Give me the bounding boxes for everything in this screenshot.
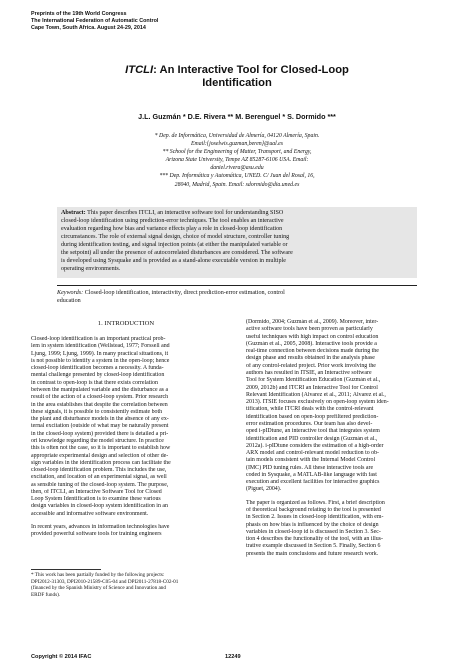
body-line: lem in system identification (Wellstead, 1977; Forssell and (31, 343, 170, 350)
preprint-line: The International Federation of Automatic Control (31, 18, 159, 24)
abstract-line: the setpoint) all under the presence of autocorrelated disturbances are considered. The software (61, 250, 293, 257)
page-number: 12249 (225, 654, 241, 660)
body-line: ternal excitation (outside of what may be naturally present (31, 423, 169, 430)
body-line: authors has resulted in ITSIE, an Interactive software (246, 369, 372, 376)
body-line: closed-loop identification becomes a necessity. A funda- (31, 365, 164, 372)
abstract-box (57, 207, 417, 278)
body-line: excitation, and location of an experimental signal, as well (31, 474, 167, 481)
body-line: accessible and informative software environment. (31, 510, 149, 517)
body-line: (IMC) PID tuning rules. All these interactive tools are (246, 464, 374, 471)
body-line: appropriate experimental design and selection of other de- (31, 452, 169, 459)
body-line: closed-loop identification problem. This includes the use, (31, 467, 167, 474)
body-line: of theoretical background relating to the tool is presented (246, 507, 381, 514)
body-line: error estimation procedures. Our team has also devel- (246, 420, 373, 427)
keywords (57, 289, 417, 305)
intro-paragraph-3 (246, 319, 436, 494)
footnote-line: * This work has been partially funded by the following projects: (31, 572, 165, 578)
affiliation-line: Email:{joselwis.guzman,beren}@ual.es (190, 141, 284, 148)
body-line: provided powerful software tools for training engineers (31, 531, 162, 538)
affiliation-line: 28040, Madrid, Spain. Email: sdormido@dia.uned.es (174, 181, 300, 188)
intro-paragraph-1 (31, 336, 221, 518)
body-line: tain models consistent with the Internal Model Control (246, 457, 376, 464)
body-line: execution and excellent facilities for interactive graphics (246, 479, 380, 486)
preprint-line: Cape Town, South Africa. August 24-29, 2014 (31, 25, 146, 31)
body-line: ARX model and control-relevant model reduction to ob- (246, 450, 379, 457)
body-line: in the area establishes that despite the correlation between (31, 401, 168, 408)
abstract-line: closed-loop identification using prediction-error techniques. The tool enables an interactive (61, 218, 284, 225)
title-line-1: : An Interactive Tool for Closed-Loop (153, 64, 349, 76)
body-line: design variables in closed-loop system identification in an (31, 503, 168, 510)
body-line: of any control-related project. Prior work involving the (246, 362, 376, 369)
intro-paragraph-2 (31, 524, 221, 539)
footnote-line: ERDF funds). (31, 591, 61, 598)
intro-paragraph-4 (246, 500, 436, 558)
body-line: (Dormido, 2004; Guzmán et al., 2009). Moreover, inter- (246, 319, 379, 325)
body-line: in the closed-loop system) provided there is detailed a pri- (31, 430, 169, 437)
keywords-line: education (57, 298, 81, 305)
body-line: 2009, 2012b) and ITCRI an Interactive Tool for Control (246, 384, 378, 391)
body-line: Tool for System Identification Education (Guzmán et al., (246, 377, 381, 384)
affiliation-line: * Dep. de Informática, Universidad de Almería, 04120 Almería, Spain. (154, 133, 320, 139)
abstract-line: evaluation regarding how bias and variance effects play a role in closed-loop identification (61, 226, 283, 233)
body-line: (Piguet, 2004). (246, 486, 282, 493)
body-line: Closed-loop identification is an important practical prob- (31, 336, 166, 342)
body-line: oped i-pIDtune, an interactive tool that integrates system (246, 428, 380, 435)
body-line: sign variables in the identification process can facilitate the (31, 459, 171, 466)
body-line: The paper is organized as follows. First, a brief description (246, 499, 385, 506)
affiliation-line: ** School for the Engineering of Matter, Transport, and Energy, (162, 149, 312, 156)
body-line: as sensible tuning of the closed-loop system. The purpose, (31, 481, 169, 488)
body-line: these signals, it is possible to consistently estimate both (31, 408, 163, 415)
body-line: mental challenge presented by closed-loop identification (31, 372, 165, 379)
footnote-divider (31, 569, 101, 570)
abstract-line: circumstances. The role of external signal design, choice of model structure, controller tuning (61, 234, 290, 241)
body-line: in Section 2. Issues in closed-loop identification, with em- (246, 514, 384, 521)
body-line: trative example discussed in Section 5. Finally, Section 6 (246, 543, 381, 550)
author-list: J.L. Guzmán * D.E. Rivera ** M. Berenguel * S. Dormido *** (138, 112, 336, 121)
abstract-line: operating environments. (61, 266, 121, 273)
body-line: design phase and results obtained in the analysis phase (246, 355, 375, 362)
body-line: is not possible to identify a system in the open-loop; hence (31, 357, 170, 364)
preprint-line: Preprints of the 19th World Congress (31, 11, 127, 17)
right-column (246, 319, 436, 558)
preprint-header (31, 11, 351, 32)
keywords-label: Keywords: (57, 290, 84, 296)
body-line: identification and PID controller design (Guzmán et al., (246, 435, 378, 442)
footnote-line: DPI2012-31303, DPI2010-21589-C05-04 and DPI2011-27818-C02-01 (31, 578, 179, 585)
body-line: active software tools have been proven as particularly (246, 326, 373, 333)
body-line: result of the action of a closed-loop system. Prior research (31, 394, 169, 401)
body-line: the plant and disturbance models in the absence of any ex- (31, 416, 169, 423)
abstract-line: is developed using Sysquake and is provided as a stand-alone executable version in multiple (61, 258, 286, 265)
body-line: identification based on open-loop prefiltered prediction- (246, 413, 379, 420)
abstract-line: This paper describes ITCLI, an interactive software tool for understanding SISO (85, 210, 284, 216)
left-column (31, 319, 221, 539)
body-line: Relevant Identification (Álvarez et al., 2011; Álvarez et al., (246, 391, 386, 398)
footnote-line: (financed by the Spanish Ministry of Science and Innovation and (31, 585, 166, 592)
body-line: between the manipulated variable and the disturbance as a (31, 386, 169, 393)
abstract-line: during identification testing, and signal injection points (at either the manipulated variable or (61, 242, 288, 249)
affiliation-line: daniel.rivera@asu.edu (210, 165, 264, 172)
body-line: then, of ITCLI, an Interactive Software Tool for Closed (31, 488, 162, 495)
body-line: tification, while ITCRI deals with the control-relevant (246, 406, 374, 413)
affiliation-line: Arizona State University, Tempe AZ 85287-6106 USA. Email: (165, 157, 309, 164)
body-line: 2012a). i-pIDtune considers the estimation of a high-order (246, 442, 384, 449)
copyright-notice: Copyright © 2014 IFAC (31, 654, 92, 660)
section-heading-introduction: 1. INTRODUCTION (97, 320, 155, 327)
body-line: in contrast to open-loop is that there exists correlation (31, 379, 158, 386)
body-line: ori knowledge regarding the model structure. In practice (31, 437, 164, 444)
body-line: Loop System Identification is to examine these various (31, 496, 161, 503)
body-line: tion 4 describes the functionality of the tool, with an illus- (246, 536, 383, 543)
affiliation-line: *** Dep. Informática y Automática, UNED. C/ Juan del Rosal, 16, (159, 173, 315, 180)
keywords-line: Closed-loop identification, interactivity, direct prediction-error estimation, control (83, 290, 285, 296)
body-line: (Guzmán et al., 2005, 2008). Interactive tools provide a (246, 340, 377, 347)
funding-footnote (31, 572, 221, 598)
body-line: variables in closed-loop id is discussed in Section 3. Sec- (246, 528, 381, 535)
body-line: Ljung, 1999; Ljung, 1999). In many practical situations, it (31, 350, 169, 357)
abstract-label: Abstract: (61, 210, 86, 216)
body-line: In recent years, advances in information technologies have (31, 524, 170, 531)
keywords-divider (57, 285, 417, 286)
title-line-2: Identification (202, 77, 272, 89)
affiliations (56, 132, 418, 189)
body-line: coded in Sysquake, a MATLAB-like language with fast (246, 471, 377, 478)
body-line: this is often not the case, so it is important to establish how (31, 445, 171, 452)
paper-title (40, 64, 434, 90)
title-tool-name: ITCLI (125, 64, 154, 76)
body-line: phasis on how bias is influenced by the choice of design (246, 521, 379, 528)
body-line: real-time connection between decisions made during the (246, 348, 379, 355)
body-line: useful techniques with high impact on control education (246, 333, 379, 340)
body-line: 2013). ITSIE focuses exclusively on open-loop system iden- (246, 399, 389, 406)
body-line: presents the main conclusions and future research work. (246, 550, 379, 557)
